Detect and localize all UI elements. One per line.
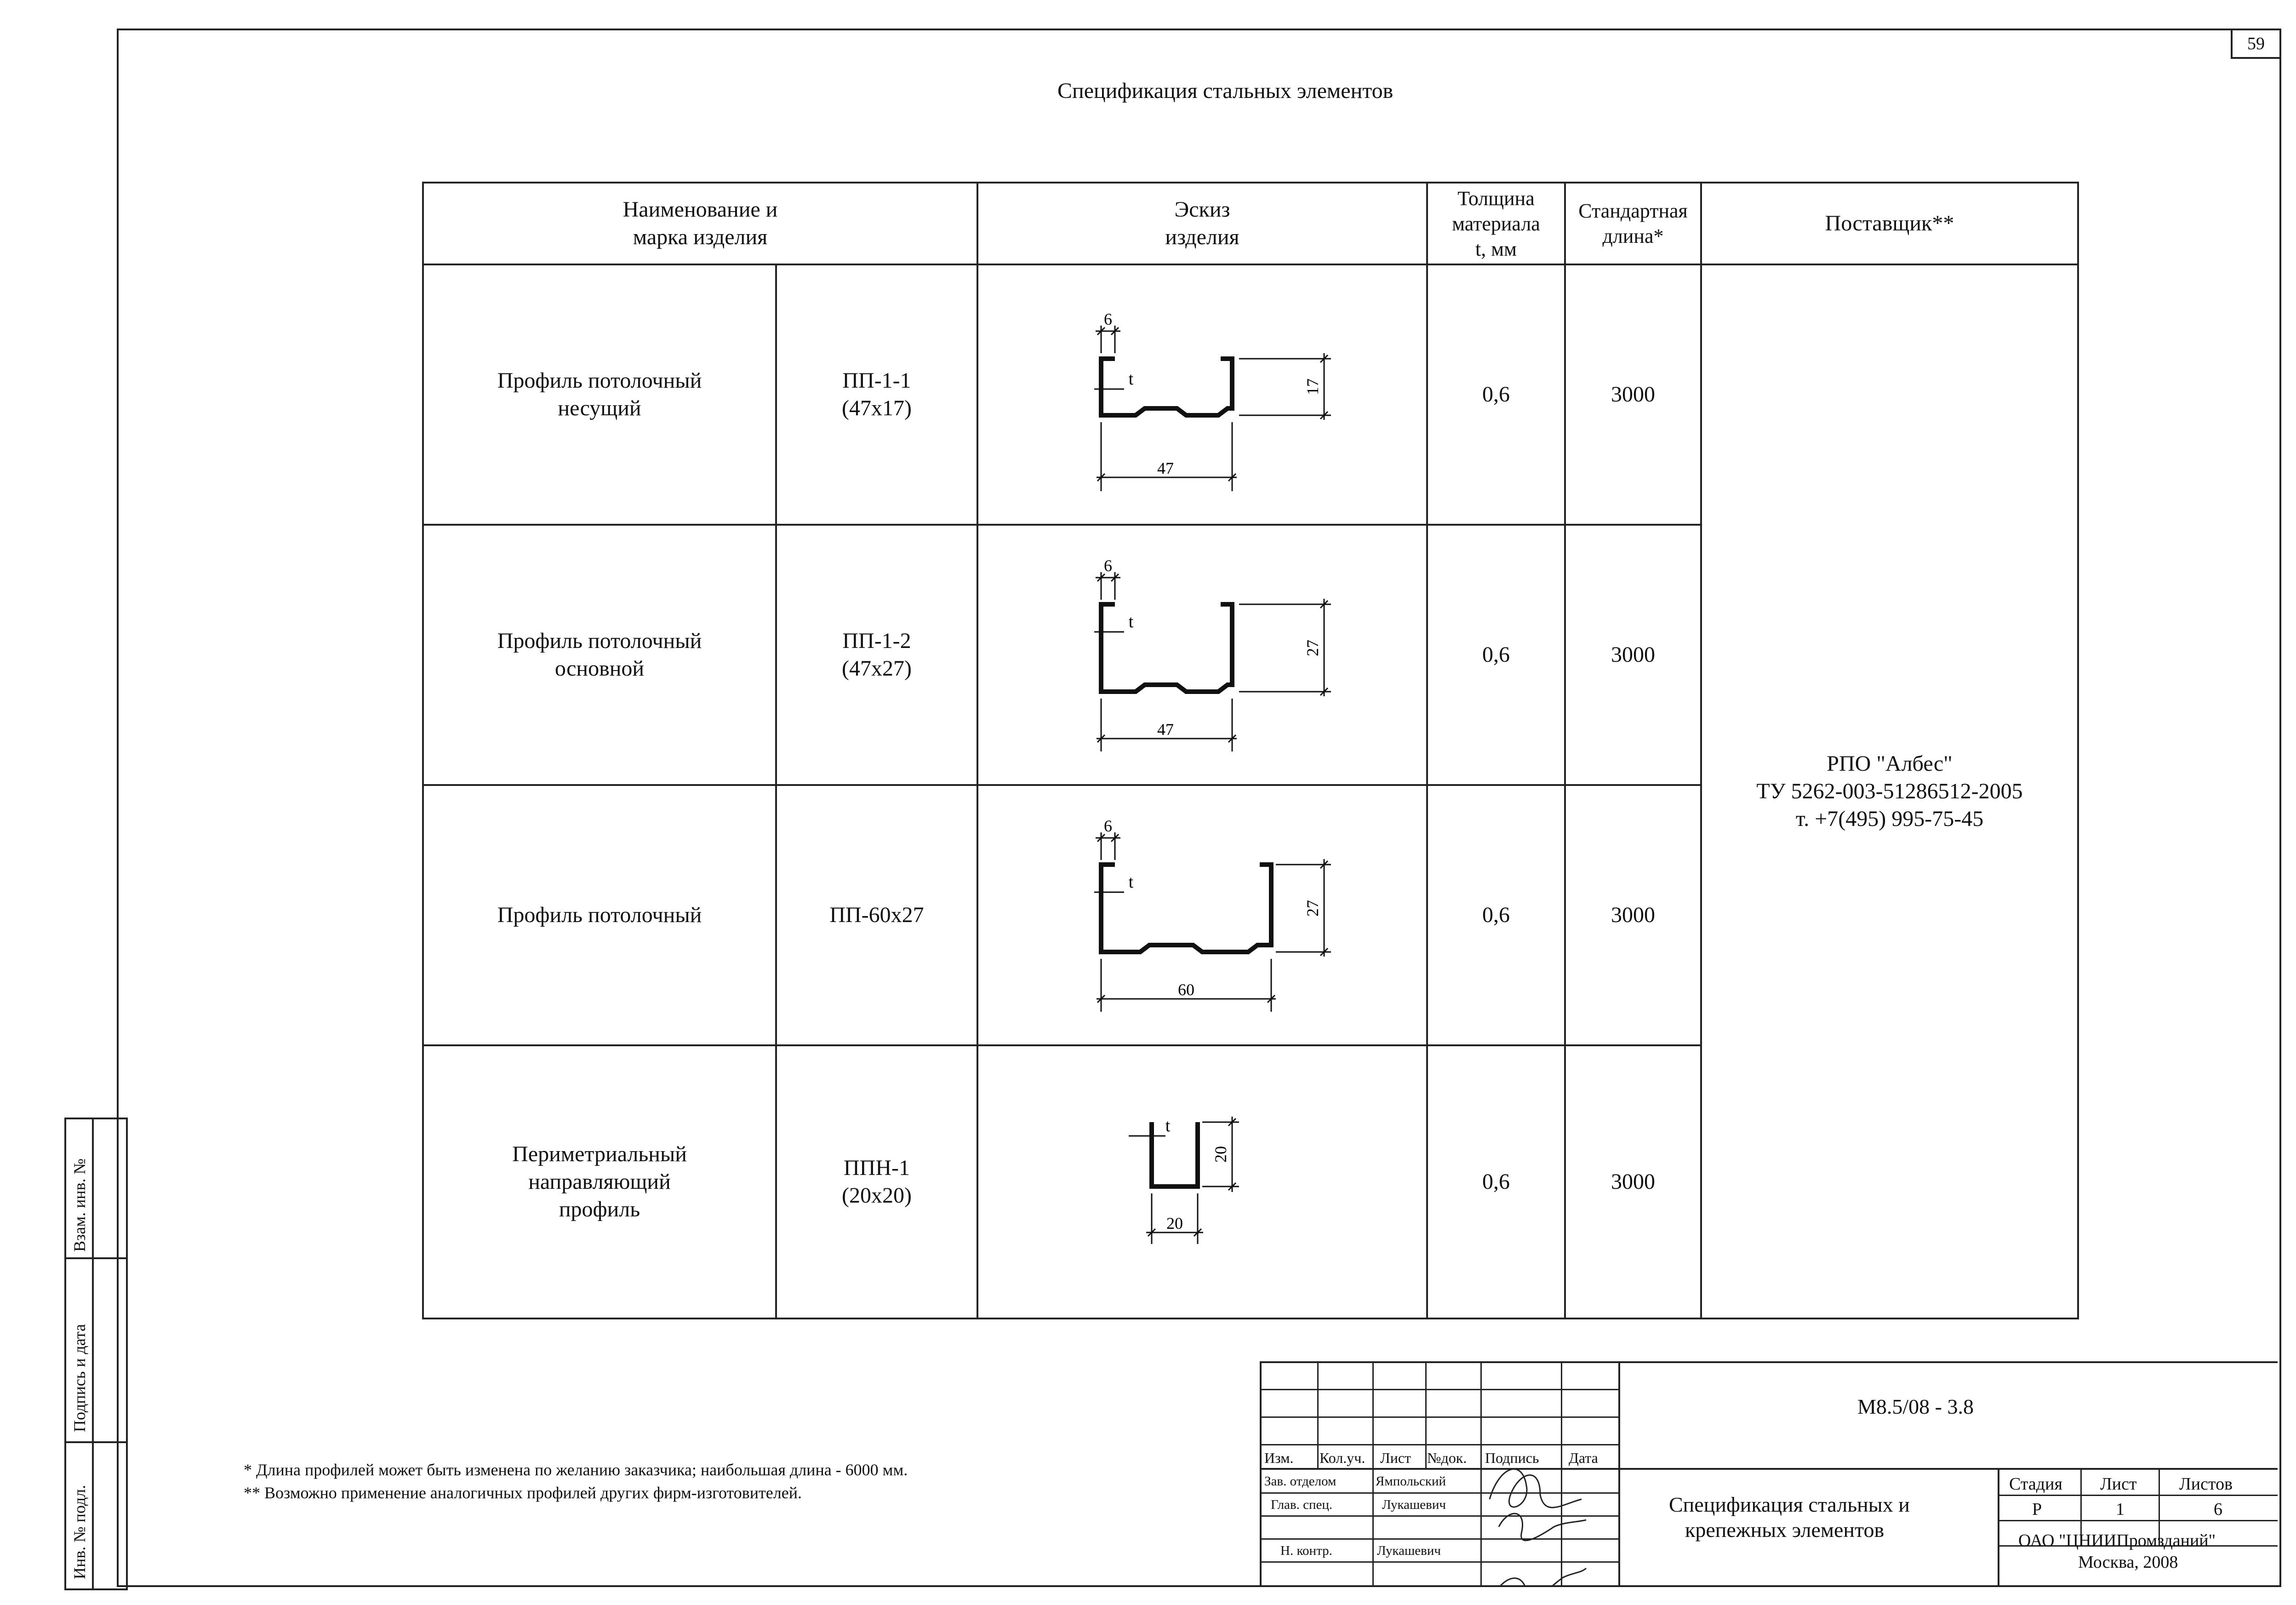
dim-height: 20 — [1211, 1146, 1230, 1163]
role-control: Н. контр. — [1280, 1543, 1332, 1558]
row-thickness: 0,6 — [1427, 785, 1565, 1045]
table-row — [423, 264, 2078, 525]
sheets-value: 6 — [2214, 1500, 2222, 1519]
row-sketch — [977, 1045, 1427, 1318]
name-control: Лукашевич — [1377, 1543, 1441, 1558]
side-stamp — [64, 1118, 128, 1590]
sheets-label: Листов — [2179, 1474, 2233, 1494]
sheet-number: 59 — [2231, 29, 2281, 59]
row-length: 3000 — [1565, 264, 1701, 525]
row-mark: ПП-1-2 (47х27) — [776, 525, 977, 785]
header-supplier: Поставщик** — [1701, 183, 2078, 264]
dim-flange: 6 — [1104, 819, 1113, 835]
org-city-year: Москва, 2008 — [2078, 1553, 2178, 1572]
col-data: Дата — [1569, 1450, 1598, 1466]
sheet-value: 1 — [2116, 1500, 2125, 1519]
row-sketch — [977, 525, 1427, 785]
row-name: Профиль потолочный — [423, 785, 776, 1045]
col-kol: Кол.уч. — [1319, 1450, 1365, 1466]
dim-width: 60 — [1178, 980, 1195, 999]
dim-t: t — [1128, 369, 1134, 389]
header-name: Наименование и марка изделия — [423, 183, 977, 264]
row-sketch — [977, 785, 1427, 1045]
dim-width: 47 — [1157, 720, 1174, 739]
role-head: Зав. отделом — [1264, 1474, 1336, 1489]
name-head: Ямпольский — [1376, 1474, 1446, 1489]
dim-t: t — [1165, 1116, 1171, 1135]
row-thickness: 0,6 — [1427, 264, 1565, 525]
row-name: Периметриальный направляющий профиль — [423, 1045, 776, 1318]
row-name: Профиль потолочный основной — [423, 525, 776, 785]
signature-image — [1471, 1430, 1591, 1587]
profile-sketch-ppn-1 — [1055, 1085, 1349, 1278]
col-list: Лист — [1380, 1450, 1411, 1466]
row-length: 3000 — [1565, 1045, 1701, 1318]
row-sketch — [977, 264, 1427, 525]
row-mark: ПП-1-1 (47х17) — [776, 264, 977, 525]
doc-title-l1: Спецификация стальных и — [1669, 1493, 1910, 1516]
dim-flange: 6 — [1104, 558, 1113, 575]
row-length: 3000 — [1565, 525, 1701, 785]
dim-height: 27 — [1303, 640, 1322, 656]
dim-t: t — [1128, 872, 1134, 892]
supplier-cell: РПО "Албес" ТУ 5262-003-51286512-2005 т. +7(495) 995-75-45 — [1701, 264, 2078, 1318]
role-chief: Глав. спец. — [1271, 1497, 1333, 1512]
col-ndok: №док. — [1427, 1450, 1467, 1466]
dim-width: 47 — [1157, 459, 1174, 477]
row-length: 3000 — [1565, 785, 1701, 1045]
row-thickness: 0,6 — [1427, 525, 1565, 785]
header-sketch: Эскиз изделия — [977, 183, 1427, 264]
row-name: Профиль потолочный несущий — [423, 264, 776, 525]
row-mark: ППН-1 (20х20) — [776, 1045, 977, 1318]
header-length: Стандартная длина* — [1565, 183, 1701, 264]
dim-height: 17 — [1303, 378, 1322, 395]
profile-sketch-pp-60x27 — [1055, 819, 1349, 1012]
col-izm: Изм. — [1264, 1450, 1294, 1466]
footnote-length: * Длина профилей может быть изменена по желанию заказчика; наибольшая длина - 6000 мм. — [244, 1461, 908, 1479]
stamp-inv: Инв. № подл. — [70, 1485, 89, 1579]
dim-t: t — [1128, 612, 1134, 631]
stamp-podpis: Подпись и дата — [70, 1324, 89, 1432]
col-podp: Подпись — [1485, 1450, 1539, 1466]
header-thickness: Толщина материала t, мм — [1427, 183, 1565, 264]
table-header-row — [423, 183, 2078, 264]
spec-table — [422, 182, 2079, 1319]
page-title: Спецификация стальных элементов — [1057, 79, 1394, 103]
doc-code: М8.5/08 - 3.8 — [1857, 1395, 1974, 1418]
row-mark: ПП-60х27 — [776, 785, 977, 1045]
footnote-analogs: ** Возможно применение аналогичных профилей других фирм-изготовителей. — [244, 1484, 802, 1502]
dim-width: 20 — [1166, 1214, 1183, 1232]
stage-value: Р — [2032, 1500, 2042, 1519]
profile-sketch-pp-1-2 — [1055, 558, 1349, 751]
sheet-label: Лист — [2100, 1474, 2137, 1494]
row-thickness: 0,6 — [1427, 1045, 1565, 1318]
dim-height: 27 — [1303, 900, 1322, 917]
title-block — [1260, 1361, 2278, 1585]
org-name: ОАО "ЦНИИПромзданий" — [2018, 1531, 2216, 1550]
dim-flange: 6 — [1104, 310, 1113, 328]
stamp-vzam: Взам. инв. № — [70, 1158, 89, 1252]
profile-sketch-pp-1-1 — [1055, 298, 1349, 491]
stage-label: Стадия — [2009, 1474, 2062, 1494]
doc-title-l2: крепежных элементов — [1685, 1518, 1885, 1542]
name-chief: Лукашевич — [1382, 1497, 1446, 1512]
